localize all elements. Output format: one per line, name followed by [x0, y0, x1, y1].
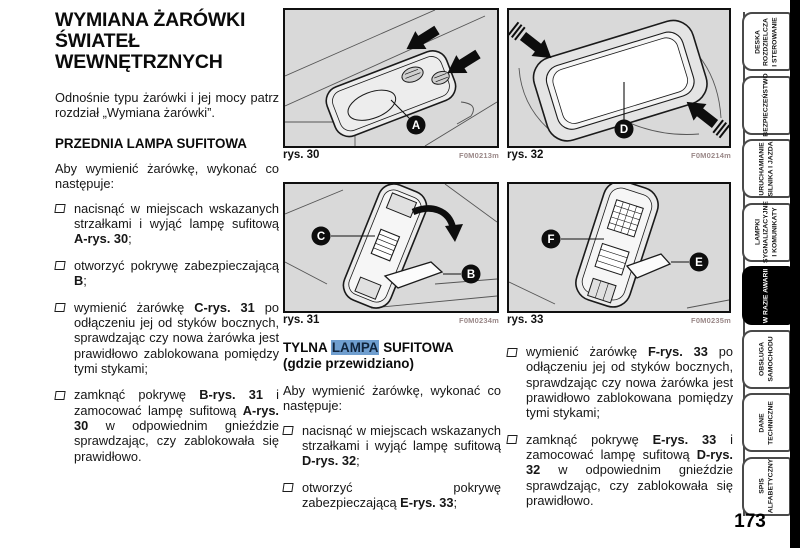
bullet-text: zamknąć pokrywę B-rys. 31 i zamocować lampę sufitową A-rys. 30 w odpowiednim gnieździe sprawdzając, czy zablokowała się prawidłowo. [74, 387, 279, 464]
sidebar-tab-7[interactable] [742, 393, 791, 452]
figure-rys-33-drawing [507, 182, 731, 313]
sidebar-tab-label: W RAZIE AWARII [762, 268, 770, 323]
figure-code: F0M0234m [459, 316, 499, 325]
square-bullet-icon [282, 426, 293, 435]
figure-rys-32 [507, 8, 731, 161]
sidebar-tab-5[interactable] [742, 266, 791, 325]
rear-lamp-bullet-list [283, 423, 501, 511]
bullet-text: wymienić żarówkę F-rys. 33 po odłączeniu jej od styków bocznych, sprawdzając czy nowa żarówka jest prawidłowo zablokowana pomiędzy tymi stykami; [526, 344, 733, 421]
figure-caption [507, 149, 731, 161]
sidebar-tab-label: BEZPIECZEŃSTWO [762, 73, 770, 137]
intro-paragraph: Odnośnie typu żarówki i jej mocy patrz rozdział „Wymiana żarówki”. [55, 89, 279, 121]
sidebar-tab-label: DANE TECHNICZNE [758, 400, 774, 445]
sidebar-tab-8[interactable] [742, 457, 791, 516]
label-a-text: A [411, 120, 421, 132]
figure-code: F0M0214m [691, 151, 731, 160]
figure-number: rys. 30 [283, 149, 320, 161]
figure-rys-32-drawing [507, 8, 731, 148]
figure-number: rys. 31 [283, 314, 320, 326]
rear-lamp-heading [283, 340, 501, 373]
page-title: WYMIANA ŻARÓWKI ŚWIATEŁ WEWNĘTRZNYCH [55, 9, 246, 73]
front-lamp-heading: PRZEDNIA LAMPA SUFITOWA [55, 135, 247, 151]
sidebar-tab-label: SPIS ALFABETYCZNY [758, 458, 774, 514]
bullet-item [55, 201, 279, 247]
bullet-text: otworzyć pokrywę zabezpieczającą E-rys. 33; [302, 479, 501, 510]
square-bullet-icon [54, 391, 65, 400]
bullet-item [507, 432, 733, 509]
bullet-text: wymienić żarówkę C-rys. 31 po odłączeniu jej od styków bocznych, sprawdzając czy nowa żarówka jest prawidłowo zablokowana pomiędzy tymi stykami; [74, 299, 279, 376]
figure-rys-31 [283, 182, 499, 326]
label-e-text: E [695, 257, 703, 269]
sidebar-tab-label: URUCHAMIANIE SILNIKA I JAZDA [758, 140, 774, 197]
figure-caption [507, 314, 731, 326]
sidebar-tab-label: OBSŁUGA SAMOCHODU [758, 336, 774, 382]
figure-number: rys. 32 [507, 149, 544, 161]
figure-rys-30-drawing [283, 8, 499, 148]
bullet-text: zamknąć pokrywę E-rys. 33 i zamocować lampę sufitową D-rys. 32 w odpowiednim gnieździe sprawdzając, czy zablokowała się prawidłowo. [526, 431, 734, 509]
label-f-text: F [547, 234, 555, 246]
label-d-text: D [619, 124, 629, 136]
square-bullet-icon [506, 348, 517, 357]
sidebar-tab-6[interactable] [742, 330, 791, 389]
figure-code: F0M0235m [691, 316, 731, 325]
bullet-item [283, 480, 501, 511]
left-column [55, 10, 279, 475]
right-column [507, 344, 733, 519]
search-highlight: LAMPA [331, 340, 379, 355]
figure-number: rys. 33 [507, 314, 544, 326]
label-c-text: C [316, 231, 326, 243]
rear-lamp-heading-line1: TYLNA LAMPA SUFITOWA [283, 340, 454, 355]
front-lamp-lead: Aby wymienić żarówkę, wykonać co następuje: [55, 160, 279, 192]
bullet-text: otworzyć pokrywę zabezpieczającą B; [74, 257, 279, 289]
square-bullet-icon [506, 435, 517, 444]
bullet-item [283, 423, 501, 469]
figure-rys-31-drawing [283, 182, 499, 313]
bullet-item [55, 300, 279, 377]
square-bullet-icon [54, 303, 65, 312]
rear-lamp-lead: Aby wymienić żarówkę, wykonać co następuje: [283, 382, 501, 414]
square-bullet-icon [54, 261, 65, 270]
figure-rys-33 [507, 182, 731, 326]
sidebar-tab-label: LAMPKI SYGNALIZACYJNE I KOMUNIKATY [754, 201, 778, 263]
sidebar-tab-4[interactable] [742, 203, 791, 262]
square-bullet-icon [54, 204, 65, 213]
figure-caption [283, 149, 499, 161]
bullet-item [55, 387, 279, 464]
bullet-text: nacisnąć w miejscach wskazanych strzałkami i wyjąć lampę sufitową A-rys. 30; [74, 200, 279, 247]
sidebar-tab-1[interactable] [742, 12, 791, 71]
square-bullet-icon [282, 483, 293, 492]
sidebar-tab-3[interactable] [742, 139, 791, 198]
front-lamp-bullet-list [55, 201, 279, 464]
page-number: 173 [734, 511, 766, 532]
bullet-item [507, 344, 733, 421]
rear-lamp-bullet-list-continued [507, 344, 733, 508]
bullet-item [55, 258, 279, 289]
middle-column [283, 340, 501, 521]
figure-code: F0M0213m [459, 151, 499, 160]
bullet-text: nacisnąć w miejscach wskazanych strzałkami i wyjąć lampę sufitową D-rys. 32; [302, 422, 501, 469]
sidebar-tab-2[interactable] [742, 73, 791, 137]
page-edge-strip [790, 0, 800, 548]
figure-caption [283, 314, 499, 326]
label-b-text: B [466, 269, 476, 281]
rear-lamp-heading-note: (gdzie przewidziano) [283, 356, 414, 372]
sidebar-tab-label: DESKA ROZDZIELCZA I STEROWANIE [754, 16, 778, 67]
figure-rys-30 [283, 8, 499, 161]
